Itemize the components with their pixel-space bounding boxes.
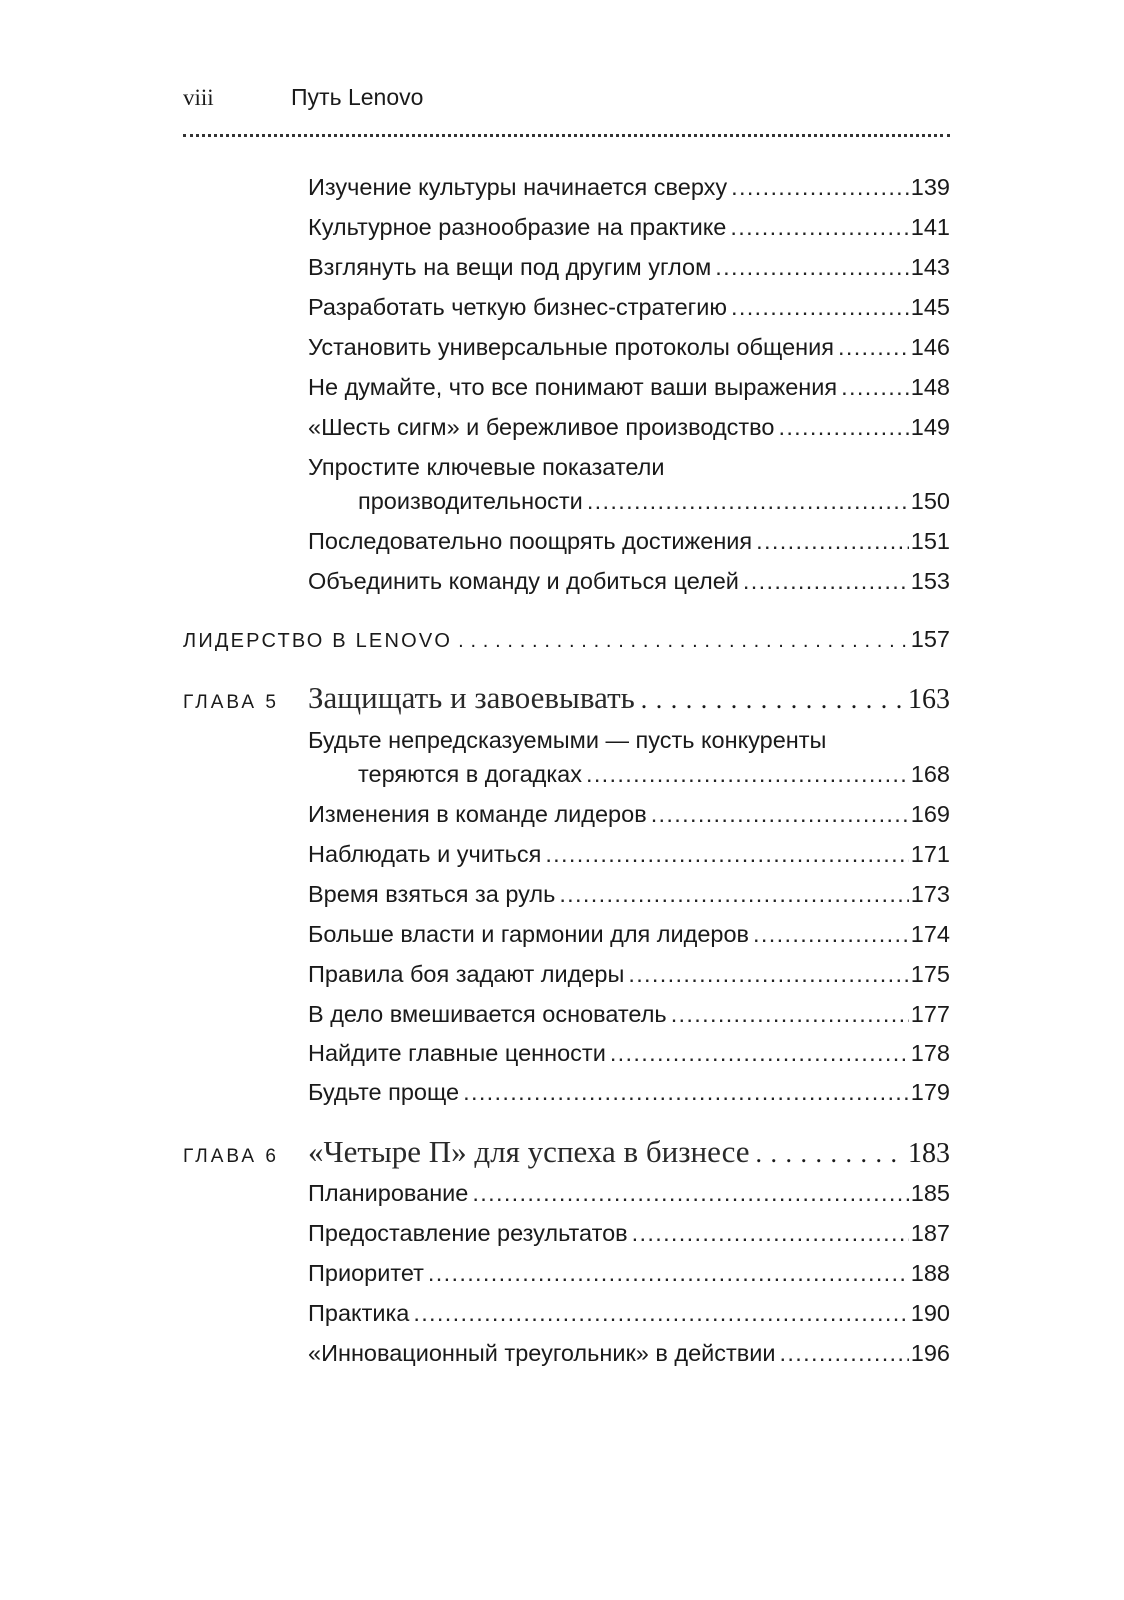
toc-entry-page: 150	[910, 488, 950, 514]
toc-entry-title-line2: теряются в догадках	[358, 761, 582, 787]
toc-entry[interactable]	[308, 330, 950, 364]
part-page: 157	[910, 626, 950, 652]
header-dotted-rule	[183, 134, 950, 137]
toc-entry[interactable]	[358, 757, 950, 791]
toc-chapter-6[interactable]	[183, 1132, 950, 1177]
toc-entry[interactable]	[308, 957, 950, 991]
toc-entry-title: Последовательно поощрять достижения	[308, 528, 753, 554]
toc-entry-page: 190	[910, 1300, 950, 1326]
dot-leader	[776, 1336, 909, 1370]
toc-entry-title: «Шесть сигм» и бережливое производство	[308, 414, 775, 440]
toc-entry-title: «Инновационный треугольник» в действии	[308, 1340, 776, 1366]
toc-entry-title: Больше власти и гармонии для лидеров	[308, 921, 750, 947]
toc-entry-title: Объединить команду и добиться целей	[308, 568, 739, 594]
dot-leader	[739, 564, 909, 598]
dot-leader	[628, 1216, 909, 1250]
toc-entry-page: 148	[910, 374, 950, 400]
dot-leader	[555, 877, 908, 911]
dot-leader	[468, 1176, 908, 1210]
dot-leader	[837, 370, 909, 404]
toc-entry-title: Будьте проще	[308, 1079, 460, 1105]
part-title: ЛИДЕРСТВО В LENOVO	[183, 630, 453, 652]
dot-leader	[582, 757, 909, 791]
running-header	[183, 84, 423, 118]
toc-entry-page: 178	[910, 1040, 950, 1066]
dot-leader	[726, 210, 908, 244]
toc-entry-title: Время взяться за руль	[308, 881, 556, 907]
chapter-title: Защищать и завоевывать	[308, 680, 635, 715]
running-title: Путь Lenovo	[291, 84, 424, 110]
dot-leader	[541, 837, 908, 871]
toc-entry-title: Взглянуть на вещи под другим углом	[308, 254, 712, 280]
dot-leader	[647, 797, 909, 831]
toc-entry[interactable]	[308, 997, 950, 1031]
dot-leader	[750, 1134, 905, 1174]
toc-entry-page: 187	[910, 1220, 950, 1246]
toc-entry[interactable]	[308, 1256, 950, 1290]
page-folio: viii	[183, 85, 214, 110]
toc-entry-page: 174	[910, 921, 950, 947]
chapter-label: ГЛАВА 5	[183, 692, 279, 713]
toc-entry-page: 177	[910, 1001, 950, 1027]
toc-chapter-5[interactable]	[183, 678, 950, 723]
toc-entry[interactable]	[308, 1176, 950, 1210]
toc-entry-page: 188	[910, 1260, 950, 1286]
toc-entry-title: Изучение культуры начинается сверху	[308, 174, 728, 200]
toc-entry-title-line1[interactable]: Будьте непредсказуемыми — пусть конкуренты	[308, 727, 827, 753]
toc-entry-title: Правила боя задают лидеры	[308, 961, 625, 987]
dot-leader	[834, 330, 909, 364]
chapter-title: «Четыре П» для успеха в бизнесе	[308, 1134, 750, 1169]
chapter-page: 183	[908, 1138, 950, 1169]
toc-entry-title: Изменения в команде лидеров	[308, 801, 647, 827]
dot-leader	[606, 1036, 909, 1070]
toc-entry-title: Найдите главные ценности	[308, 1040, 606, 1066]
toc-entry[interactable]	[308, 1216, 950, 1250]
toc-entry-title: Предоставление результатов	[308, 1220, 628, 1246]
toc-entry-page: 153	[910, 568, 950, 594]
toc-entry-title: Установить универсальные протоколы общения	[308, 334, 834, 360]
toc-entry-title: Наблюдать и учиться	[308, 841, 542, 867]
dot-leader	[624, 957, 908, 991]
toc-entry[interactable]	[308, 410, 950, 444]
dot-leader	[635, 680, 904, 720]
toc-entry[interactable]	[308, 917, 950, 951]
toc-entry-page: 139	[910, 174, 950, 200]
toc-entry[interactable]	[308, 250, 950, 284]
toc-entry-title-line2: производительности	[358, 488, 583, 514]
toc-entry-page: 149	[910, 414, 950, 440]
toc-entry[interactable]	[308, 1296, 950, 1330]
dot-leader	[667, 997, 909, 1031]
toc-entry[interactable]	[308, 564, 950, 598]
toc-entry[interactable]	[308, 1036, 950, 1070]
toc-entry[interactable]	[358, 484, 950, 518]
toc-entry-title: Практика	[308, 1300, 410, 1326]
chapter-label: ГЛАВА 6	[183, 1146, 279, 1167]
toc-entry[interactable]	[308, 877, 950, 911]
dot-leader	[752, 524, 909, 558]
dot-leader	[774, 410, 908, 444]
toc-entry-page: 141	[910, 214, 950, 240]
dot-leader	[727, 290, 909, 324]
dot-leader	[424, 1256, 909, 1290]
toc-entry[interactable]	[308, 524, 950, 558]
toc-entry-page: 143	[910, 254, 950, 280]
toc-entry[interactable]	[308, 170, 950, 204]
toc-entry[interactable]	[308, 1075, 950, 1109]
toc-entry-page: 175	[910, 961, 950, 987]
toc-entry-title: Разработать четкую бизнес-стратегию	[308, 294, 727, 320]
toc-entry-page: 173	[910, 881, 950, 907]
toc-entry[interactable]	[308, 290, 950, 324]
toc-entry-title: В дело вмешивается основатель	[308, 1001, 667, 1027]
toc-entry-page: 151	[910, 528, 950, 554]
toc-entry-page: 179	[910, 1079, 950, 1105]
toc-entry[interactable]	[308, 837, 950, 871]
dot-leader	[711, 250, 909, 284]
dot-leader	[452, 624, 911, 658]
toc-entry[interactable]	[308, 1336, 950, 1370]
toc-entry[interactable]	[308, 370, 950, 404]
toc-entry-title-line1[interactable]: Упростите ключевые показатели	[308, 454, 665, 480]
dot-leader	[749, 917, 909, 951]
dot-leader	[459, 1075, 909, 1109]
dot-leader	[583, 484, 909, 518]
toc-entry[interactable]	[308, 797, 950, 831]
chapter-page: 163	[908, 684, 950, 715]
toc-entry-page: 196	[910, 1340, 950, 1366]
toc-part-heading[interactable]	[183, 622, 950, 658]
toc-entry-page: 146	[910, 334, 950, 360]
toc-entry-page: 171	[910, 841, 950, 867]
toc-entry[interactable]	[308, 210, 950, 244]
toc-entry-page: 168	[910, 761, 950, 787]
toc-entry-page: 145	[910, 294, 950, 320]
toc-entry-title: Не думайте, что все понимают ваши выражения	[308, 374, 838, 400]
toc-entry-title: Планирование	[308, 1180, 469, 1206]
toc-entry-page: 185	[910, 1180, 950, 1206]
toc-entry-title: Приоритет	[308, 1260, 424, 1286]
dot-leader	[727, 170, 909, 204]
dot-leader	[409, 1296, 908, 1330]
toc-entry-title: Культурное разнообразие на практике	[308, 214, 727, 240]
toc-entry-page: 169	[910, 801, 950, 827]
